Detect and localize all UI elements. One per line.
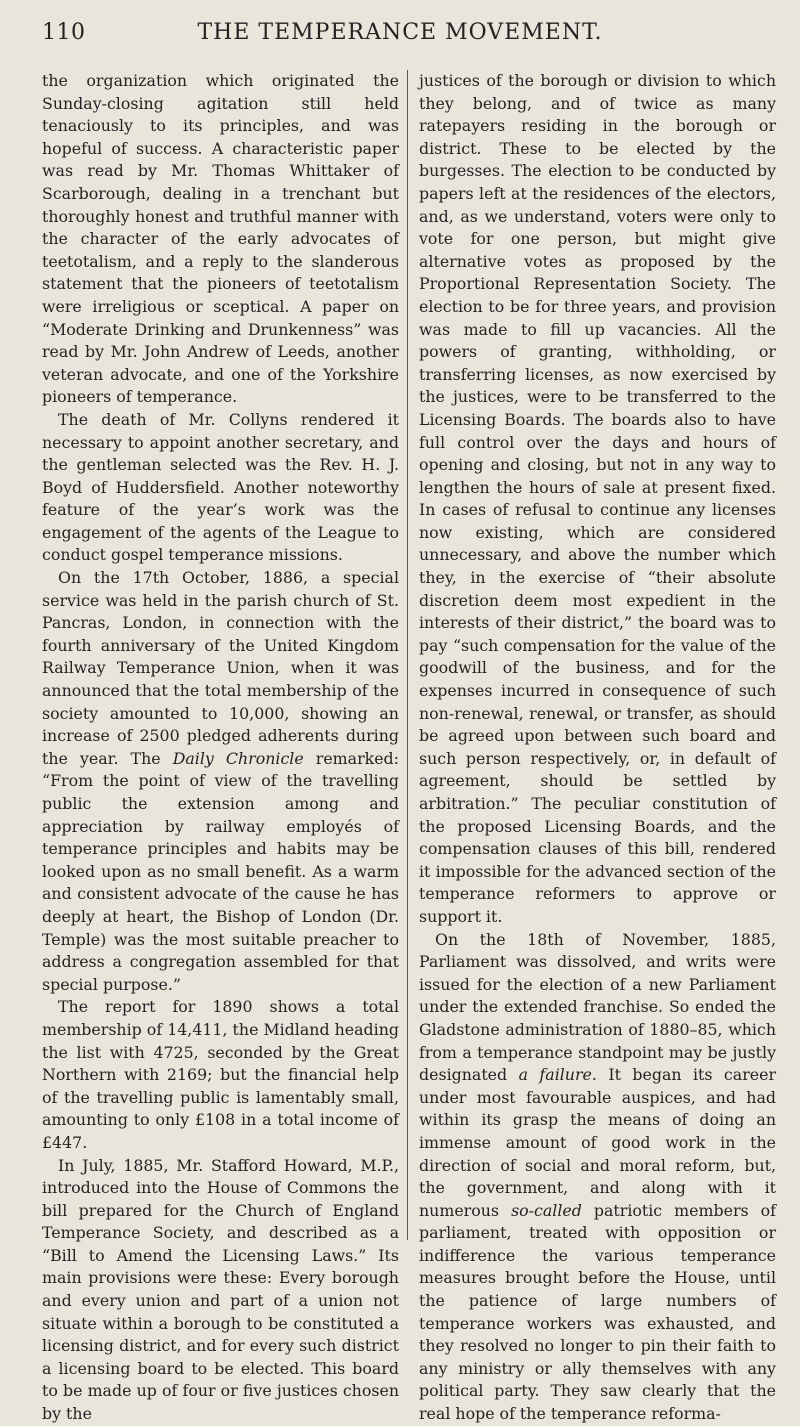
italic-title: Daily Chronicle bbox=[172, 748, 304, 768]
column-divider bbox=[407, 70, 408, 1240]
text-run: It began its career under most favourable auspices, and had within its grasp the means of doing an immense amount of good work in the direction of social and moral reform, but, the government, and along with it numerous bbox=[419, 1065, 776, 1220]
right-column bbox=[419, 70, 776, 1426]
left-paragraph-3 bbox=[42, 567, 399, 996]
text-run: On the 17th October, 1886, a special service was held in the parish church of St. Pancras, London, in connection with the fourth anniversary of the United Kingdom Railway Temperance Union, when it was announced that the total membership of the society amounted to 10,000, showing an increase of 2500 pledged adherents during the year. The bbox=[42, 568, 399, 768]
left-paragraph-2: The death of Mr. Collyns rendered it necessary to appoint another secretary, and the gentleman selected was the Rev. H. J. Boyd of Huddersfield. Another noteworthy feature of the year’s work was the engagement of the agents of the League to conduct gospel temperance missions. bbox=[42, 409, 399, 565]
page-number: 110 bbox=[42, 20, 86, 45]
left-paragraph-5: In July, 1885, Mr. Stafford Howard, M.P., introduced into the House of Commons the bill prepared for the Church of England Temperance Society, and described as a “Bill to Amend the Licensing Laws.” Its main provisions were these: Every borough and every union and part of a union not situate within a borough to be constituted a licensing district, and for every such district a licensing board to be elected. This board to be made up of four or five justices chosen by the bbox=[42, 1155, 399, 1424]
text-run: On the 18th of November, 1885, Parliament was dissolved, and writs were issued for the election of a new Parliament under the extended franchise. So ended the Gladstone administration of 1880–85, which from a temperance standpoint may be justly designated bbox=[419, 929, 776, 1085]
text-run: patriotic members of parliament, treated with opposition or indifference the various temperance measures brought before the House, until the patience of large numbers of temperance workers was exhausted, and they resolved no longer to pin their faith to any ministry or ally themselves with any political party. They saw clearly that the real hope of the temperance reforma- bbox=[419, 1200, 776, 1424]
left-paragraph-4: The report for 1890 shows a total membership of 14,411, the Midland heading the list with 4725, seconded by the Great Northern with 2169; but the financial help of the travelling public is lamentably small, amounting to only £108 in a total income of £447. bbox=[42, 997, 399, 1152]
right-paragraph-2 bbox=[419, 929, 776, 1426]
italic-phrase: so-called bbox=[511, 1200, 582, 1220]
running-head: THE TEMPERANCE MOVEMENT. bbox=[197, 20, 603, 45]
right-paragraph-1: justices of the borough or division to which they belong, and of twice as many ratepayers residing in the borough or district. These to be elected by the burgesses. The election to be conducted by papers left at the residences of the electors, and, as we understand, voters were only to vote for one person, but might give alternative votes as proposed by the Proportional Representation Society. The election to be for three years, and provision was made to fill up vacancies. All the powers of granting, withholding, or transferring licenses, as now exercised by the justices, were to be transferred to the Licensing Boards. The boards also to have full control over the days and hours of opening and closing, but not in any way to lengthen the hours of sale at present fixed. In cases of refusal to continue any licenses now existing, which are considered unnecessary, and above the number which they, in the exercise of “their absolute discretion deem most expedient in the interests of their district,” the board was to pay “such compensation for the value of the goodwill of the business, and for the expenses incurred in consequence of such non-renewal, renewal, or transfer, as should be agreed upon between such board and such person respectively, or, in default of agreement, should be settled by arbitration.” The peculiar constitution of the proposed Licensing Boards, and the compensation clauses of this bill, rendered it impossible for the advanced section of the temperance reformers to approve or support it. bbox=[419, 71, 776, 926]
text-run: remarked: “From the point of view of the travelling public the extension among and appreciation by railway employés of temperance principles and habits may be looked upon as no small benefit. As a warm and consistent advocate of the cause he has deeply at heart, the Bishop of London (Dr. Temple) was the most suitable preacher to address a congregation assembled for that special purpose.” bbox=[42, 748, 399, 994]
italic-phrase: a failure. bbox=[518, 1065, 597, 1085]
left-column bbox=[42, 70, 399, 1426]
left-paragraph-1: the organization which originated the Sunday-closing agitation still held tenaciously to its principles, and was hopeful of success. A characteristic paper was read by Mr. Thomas Whittaker of Scarborough, dealing in a trenchant but thoroughly honest and truthful manner with the character of the early advocates of teetotalism, and a reply to the slanderous statement that the pioneers of teetotalism were irreligious or sceptical. A paper on “Moderate Drinking and Drunkenness” was read by Mr. John Andrew of Leeds, another veteran advocate, and one of the Yorkshire pioneers of temperance. bbox=[42, 71, 399, 407]
